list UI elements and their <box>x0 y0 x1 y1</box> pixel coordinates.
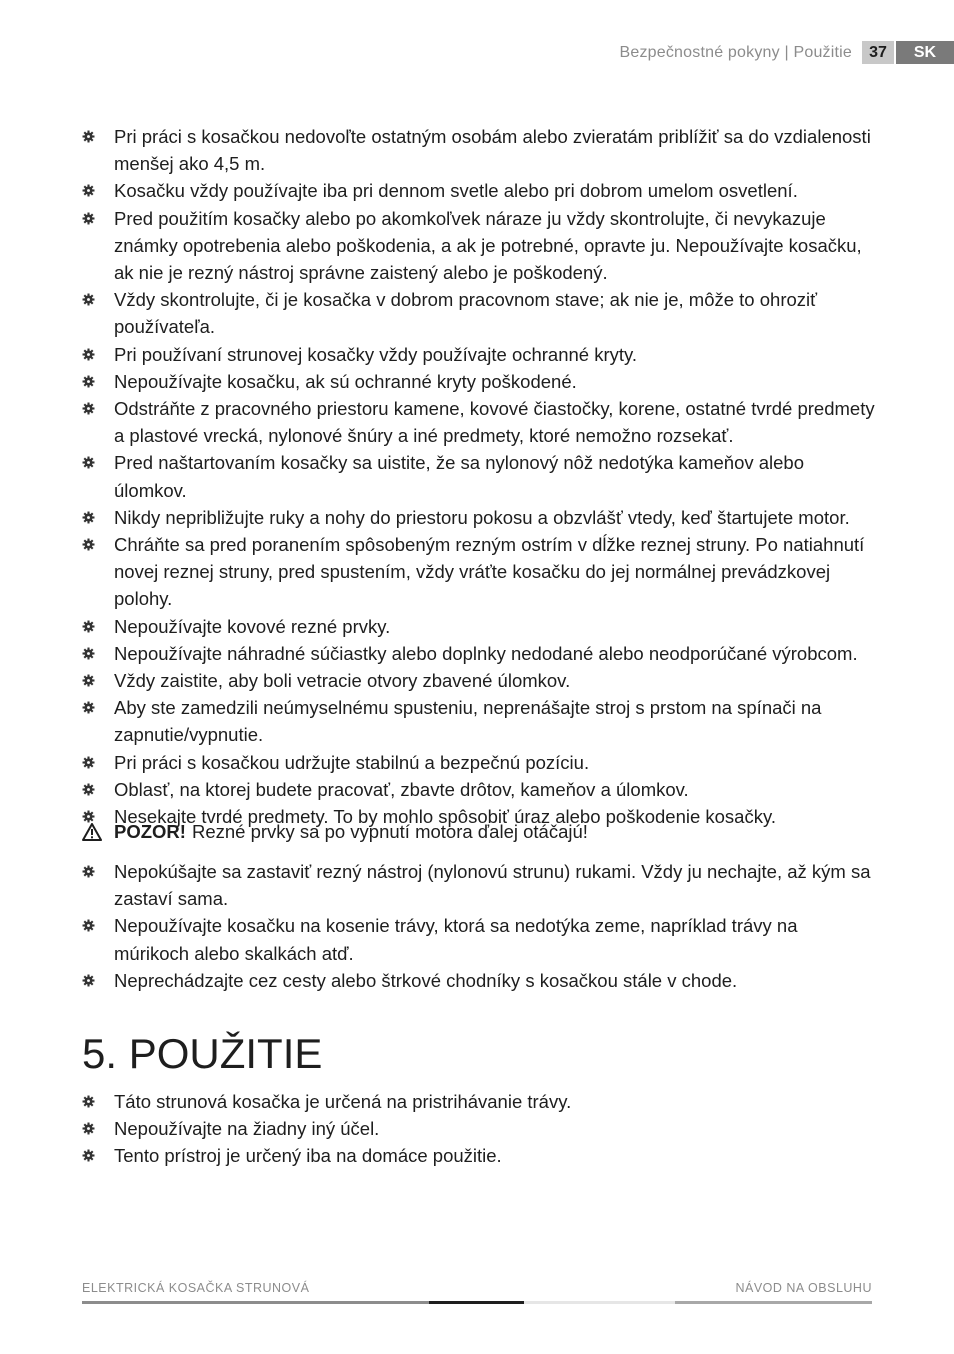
list-item-text: Oblasť, na ktorej budete pracovať, zbavte drôtov, kameňov a úlomkov. <box>114 778 689 800</box>
gear-bullet-icon <box>82 701 95 714</box>
gear-bullet-icon <box>82 456 95 469</box>
list-item <box>82 640 877 667</box>
list-item <box>82 694 877 748</box>
gear-bullet-icon <box>82 348 95 361</box>
list-item <box>82 177 877 204</box>
list-item <box>82 967 877 994</box>
list-item <box>82 368 877 395</box>
footer-bar-segment-3 <box>524 1301 675 1304</box>
list-item-text: Nepoužívajte kovové rezné prvky. <box>114 615 391 637</box>
list-item-text: Kosačku vždy používajte iba pri dennom svetle alebo pri dobrom umelom osvetlení. <box>114 180 798 202</box>
list-item <box>82 1142 877 1169</box>
list-item <box>82 531 877 613</box>
safety-list-a <box>82 123 877 830</box>
list-item <box>82 286 877 340</box>
list-item-text: Pri používaní strunovej kosačky vždy používajte ochranné kryty. <box>114 343 638 365</box>
list-item <box>82 667 877 694</box>
gear-bullet-icon <box>82 620 95 633</box>
list-item-text: Vždy zaistite, aby boli vetracie otvory zbavené úlomkov. <box>114 670 571 692</box>
usage-list <box>82 1088 877 1170</box>
list-item <box>82 858 877 912</box>
list-item-text: Aby ste zamedzili neúmyselnému spusteniu, neprenášajte stroj s prstom na spínači na zapnutie/vypnutie. <box>114 697 822 746</box>
list-item-text: Nepoužívajte na žiadny iný účel. <box>114 1118 380 1140</box>
gear-bullet-icon <box>82 511 95 524</box>
list-item <box>82 123 877 177</box>
gear-bullet-icon <box>82 130 95 143</box>
gear-bullet-icon <box>82 919 95 932</box>
gear-bullet-icon <box>82 1149 95 1162</box>
gear-bullet-icon <box>82 974 95 987</box>
page-number: 37 <box>862 41 894 64</box>
list-item <box>82 749 877 776</box>
gear-bullet-icon <box>82 783 95 796</box>
list-item-text: Neprechádzajte cez cesty alebo štrkové chodníky s kosačkou stále v chode. <box>114 969 738 991</box>
gear-bullet-icon <box>82 538 95 551</box>
list-item-text: Pri práci s kosačkou nedovoľte ostatným osobám alebo zvieratám priblížiť sa do vzdialenosti menšej ako 4,5 m. <box>114 126 871 175</box>
language-badge: SK <box>896 41 954 64</box>
warning-text: Rezné prvky sa po vypnutí motora ďalej otáčajú! <box>191 821 588 842</box>
list-item <box>82 395 877 449</box>
list-item <box>82 1115 877 1142</box>
list-item <box>82 504 877 531</box>
gear-bullet-icon <box>82 756 95 769</box>
list-item-text: Pred naštartovaním kosačky sa uistite, že sa nylonový nôž nedotýka kameňov alebo úlomkov. <box>114 452 805 501</box>
footer-manual-label: NÁVOD NA OBSLUHU <box>735 1281 872 1295</box>
safety-list-b <box>82 858 877 994</box>
gear-bullet-icon <box>82 1095 95 1108</box>
gear-bullet-icon <box>82 647 95 660</box>
page-header <box>619 41 954 64</box>
gear-bullet-icon <box>82 375 95 388</box>
list-item-text: Pri práci s kosačkou udržujte stabilnú a bezpečnú pozíciu. <box>114 751 590 773</box>
list-item-text: Nesekajte tvrdé predmety. To by mohlo spôsobiť úraz alebo poškodenie kosačky. <box>114 806 776 828</box>
gear-bullet-icon <box>82 865 95 878</box>
gear-bullet-icon <box>82 674 95 687</box>
list-item-text: Nepokúšajte sa zastaviť rezný nástroj (nylonovú strunu) rukami. Vždy ju nechajte, až kým sa zastaví sama. <box>114 861 871 910</box>
list-item-text: Nepoužívajte kosačku, ak sú ochranné kryty poškodené. <box>114 370 577 392</box>
gear-bullet-icon <box>82 212 95 225</box>
list-item-text: Vždy skontrolujte, či je kosačka v dobrom pracovnom stave; ak nie je, môže to ohroziť používateľa. <box>114 289 818 338</box>
gear-bullet-icon <box>82 1122 95 1135</box>
list-item <box>82 205 877 287</box>
gear-bullet-icon <box>82 402 95 415</box>
list-item <box>82 449 877 503</box>
list-item <box>82 776 877 803</box>
list-item-text: Nikdy nepribližujte ruky a nohy do priestoru pokosu a obzvlášť vtedy, keď štartujete motor. <box>114 506 850 528</box>
list-item <box>82 613 877 640</box>
gear-bullet-icon <box>82 293 95 306</box>
footer-bar-segment-1 <box>82 1301 429 1304</box>
list-item-text: Pred použitím kosačky alebo po akomkoľvek náraze ju vždy skontrolujte, či nevykazuje známky opotrebenia alebo poškodenia, a ak je potrebné, opravte ju. Nepoužívajte kosačku, ak nie je rezný nástroj správne zaistený alebo je poškodený. <box>114 207 862 284</box>
list-item-text: Táto strunová kosačka je určená na pristrihávanie trávy. <box>114 1091 572 1112</box>
footer-product-name: ELEKTRICKÁ KOSAČKA STRUNOVÁ <box>82 1281 310 1295</box>
list-item-text: Chráňte sa pred poranením spôsobeným rezným ostrím v dĺžke reznej struny. Po natiahnutí novej reznej struny, pred spustením, vždy vráťte kosačku do jej normálnej prevádzkovej polohy. <box>114 534 865 610</box>
footer-bar-segment-4 <box>675 1301 872 1304</box>
list-item-text: Nepoužívajte kosačku na kosenie trávy, ktorá sa nedotýka zeme, napríklad trávy na múrikoch alebo skalkách atď. <box>114 915 798 964</box>
list-item <box>82 341 877 368</box>
footer-bar-segment-2 <box>429 1301 524 1304</box>
section-title: 5. POUŽITIE <box>82 1030 323 1077</box>
list-item-text: Tento prístroj je určený iba na domáce použitie. <box>114 1145 502 1167</box>
warning-notice <box>82 818 588 845</box>
warning-triangle-icon <box>82 823 102 841</box>
list-item-text: Odstráňte z pracovného priestoru kamene, kovové čiastočky, korene, ostatné tvrdé predmety a plastové vrecká, nylonové šnúry a iné predmety, ktoré nemožno rozsekať. <box>114 398 875 447</box>
list-item <box>82 1088 877 1115</box>
list-item-text: Nepoužívajte náhradné súčiastky alebo doplnky nedodané alebo neodporúčané výrobcom. <box>114 642 858 664</box>
warning-label: POZOR! <box>114 821 186 842</box>
header-section-title: Bezpečnostné pokyny | Použitie <box>619 43 852 61</box>
gear-bullet-icon <box>82 184 95 197</box>
list-item <box>82 912 877 966</box>
